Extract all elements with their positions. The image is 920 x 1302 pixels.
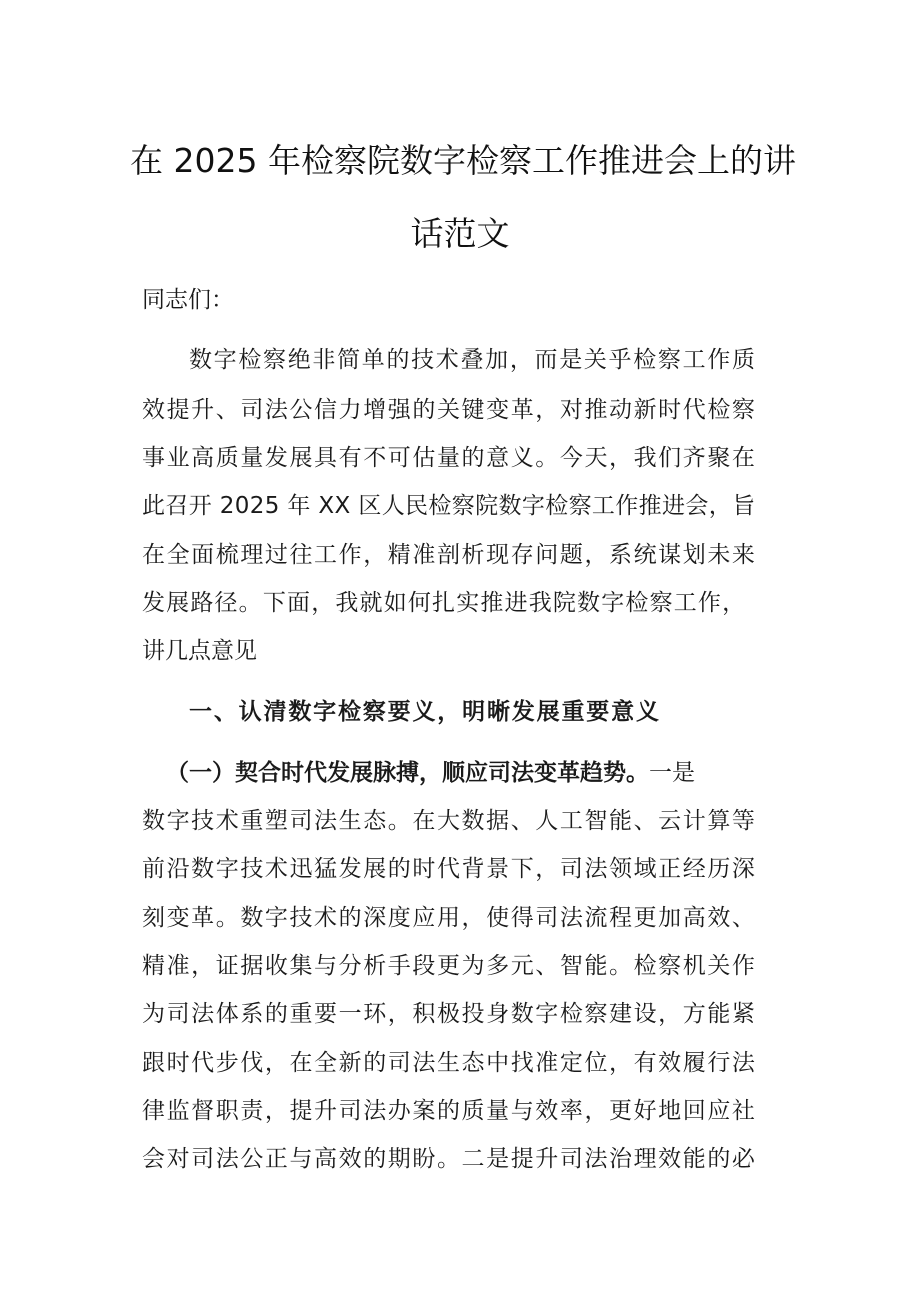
body-line: 前沿数字技术迅猛发展的时代背景下，司法领域正经历深 [142,856,757,882]
intro-line: 在全面梳理过往工作，精准剖析现存问题，系统谋划未来 [142,542,757,568]
section-heading: 一、认清数字检察要义，明晰发展重要意义 [189,699,661,725]
document-title-line-2: 话范文 [410,214,510,253]
body-line: 精准，证据收集与分析手段更为多元、智能。检察机关作 [142,953,757,979]
body-line: 为司法体系的重要一环，积极投身数字检察建设，方能紧 [142,1001,757,1027]
intro-line: 效提升、司法公信力增强的关键变革，对推动新时代检察 [142,397,757,423]
intro-line: 发展路径。下面，我就如何扎实推进我院数字检察工作， [142,590,747,616]
subsection-first-line [166,759,695,787]
body-line: 刻变革。数字技术的深度应用，使得司法流程更加高效、 [142,905,757,931]
body-line: 跟时代步伐，在全新的司法生态中找准定位，有效履行法 [142,1050,757,1076]
document-title-line-1: 在 2025 年检察院数字检察工作推进会上的讲 [130,141,796,180]
subsection-first-line-rest: 一是 [649,760,695,786]
intro-line: 数字检察绝非简单的技术叠加，而是关乎检察工作质 [189,347,757,373]
intro-line: 讲几点意见 [142,638,257,664]
salutation: 同志们： [142,287,234,313]
body-line: 数字技术重塑司法生态。在大数据、人工智能、云计算等 [142,808,757,834]
intro-line: 事业高质量发展具有不可估量的意义。今天，我们齐聚在 [142,445,757,471]
intro-line: 此召开 2025 年 XX 区人民检察院数字检察工作推进会，旨 [142,493,756,519]
subsection-heading: （一）契合时代发展脉搏，顺应司法变革趋势。 [166,760,649,786]
body-line: 会对司法公正与高效的期盼。二是提升司法治理效能的必 [142,1146,757,1172]
body-line: 律监督职责，提升司法办案的质量与效率，更好地回应社 [142,1098,757,1124]
